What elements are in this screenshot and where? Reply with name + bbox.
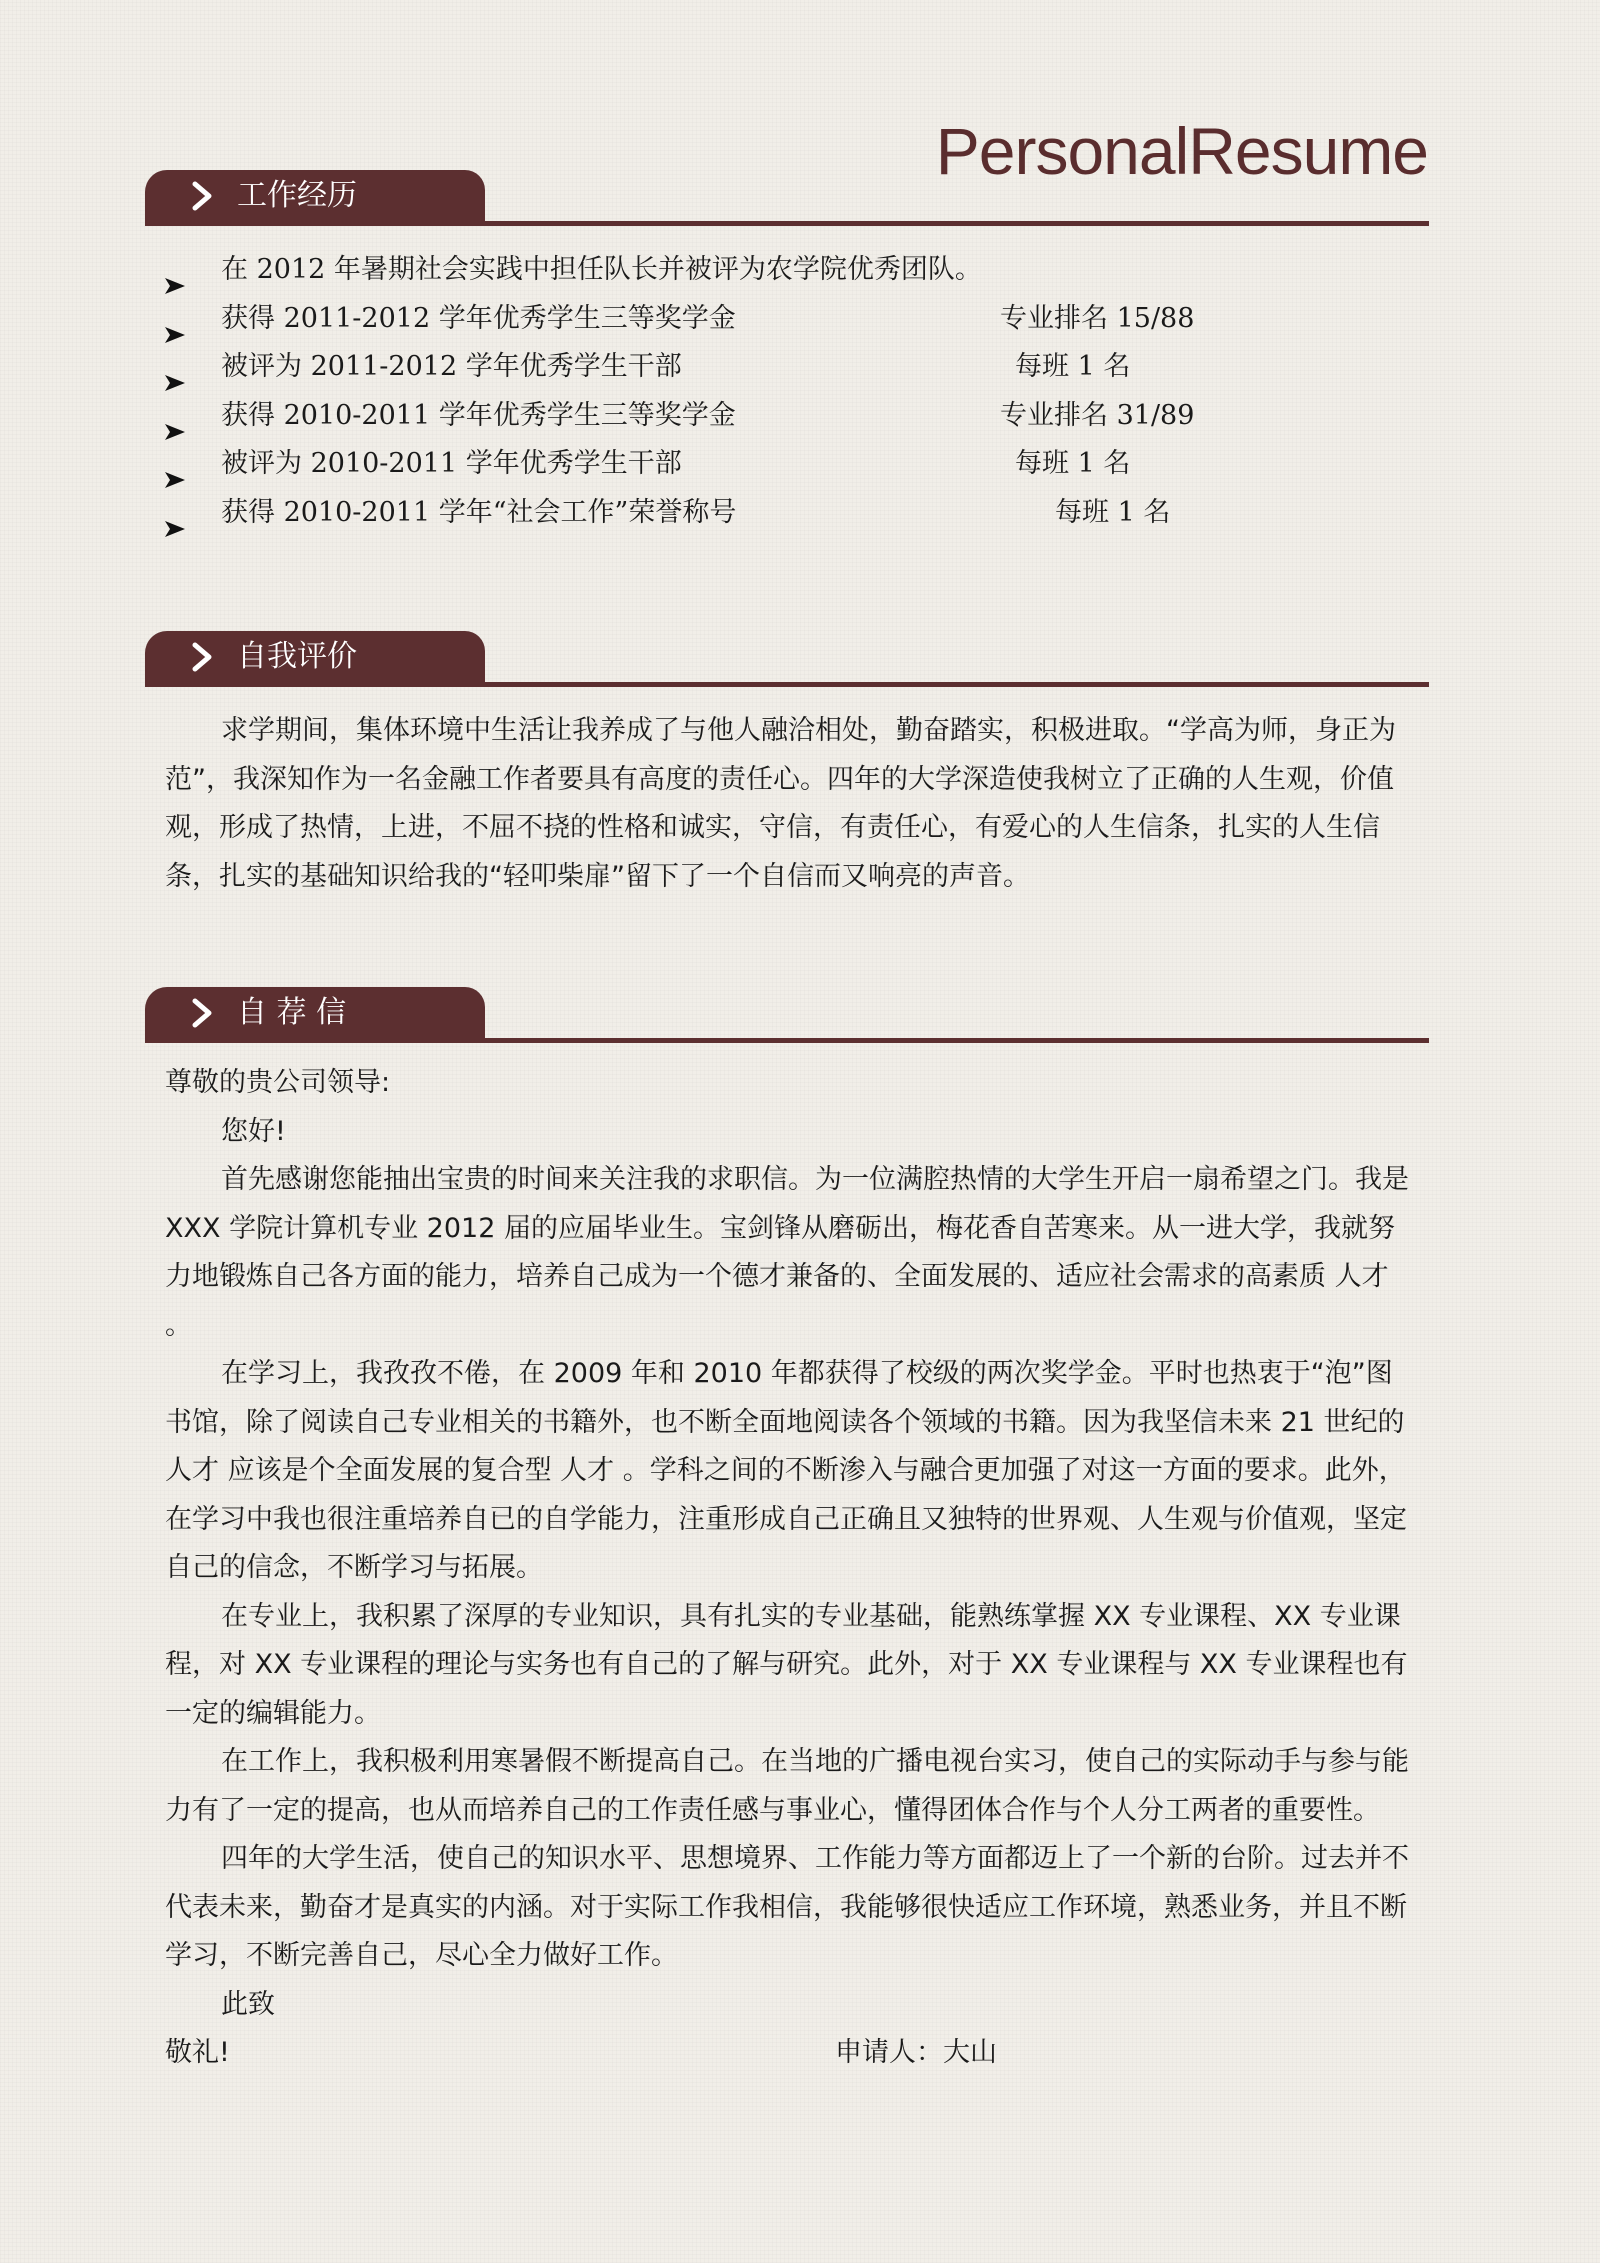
section-tab bbox=[145, 170, 485, 222]
section-title: 自 荐 信 bbox=[237, 995, 347, 1030]
letter-paragraph: 在工作上，我积极利用寒暑假不断提高自己。在当地的广播电视台实习，使自己的实际动手与参与能力有了一定的提高，也从而培养自己的工作责任感与事业心，懂得团体合作与个人分工两者的重要性。 bbox=[165, 1746, 1409, 1826]
section-divider bbox=[145, 1038, 1429, 1043]
section-header-work bbox=[145, 170, 1429, 226]
award-note: 专业排名 31/89 bbox=[1000, 399, 1195, 431]
section-header-self-evaluation bbox=[145, 631, 1429, 687]
award-text: 获得 2010-2011 学年“社会工作”荣誉称号 bbox=[221, 496, 737, 528]
award-note: 每班 1 名 bbox=[1015, 448, 1131, 479]
award-text: 获得 2010-2011 学年优秀学生三等奖学金 bbox=[221, 399, 736, 431]
list-item bbox=[165, 295, 1265, 344]
letter-closing: 此致 bbox=[221, 1988, 275, 2020]
award-text: 被评为 2011-2012 学年优秀学生干部 bbox=[221, 351, 682, 382]
section-header-cover-letter bbox=[145, 987, 1429, 1043]
cover-letter-body bbox=[165, 1059, 1410, 2078]
award-list bbox=[165, 246, 1265, 537]
arrowhead-bullet-icon bbox=[165, 505, 185, 521]
award-text: 获得 2011-2012 学年优秀学生三等奖学金 bbox=[221, 302, 736, 334]
list-item bbox=[165, 489, 1265, 538]
chevron-right-icon bbox=[187, 997, 219, 1029]
section-tab bbox=[145, 987, 485, 1039]
section-title: 工作经历 bbox=[237, 178, 357, 213]
section-tab bbox=[145, 631, 485, 683]
self-evaluation-body bbox=[165, 707, 1410, 901]
self-evaluation-text: 求学期间，集体环境中生活让我养成了与他人融洽相处，勤奋踏实，积极进取。“学高为师，身正为范”，我深知作为一名金融工作者要具有高度的责任心。四年的大学深造使我树立了正确的人生观，价值观，形成了热情，上进，不屈不挠的性格和诚实，守信，有责任心，有爱心的人生信条，扎实的人生信条，扎实的基础知识给我的“轻叩柴扉”留下了一个自信而又响亮的声音。 bbox=[165, 715, 1396, 892]
applicant-signature: 申请人：大山 bbox=[835, 2037, 997, 2068]
award-note: 每班 1 名 bbox=[1015, 351, 1131, 382]
letter-paragraph: 首先感谢您能抽出宝贵的时间来关注我的求职信。为一位满腔热情的大学生开启一扇希望之门。我是 XXX 学院计算机专业 2012 届的应届毕业生。宝剑锋从磨砺出，梅花香自苦寒来。从一进大学，我就努力地锻炼自己各方面的能力，培养自己成为一个德才兼备的、全面发展的、适应社会需求的高素质 人才 。 bbox=[165, 1164, 1409, 1341]
section-title: 自我评价 bbox=[237, 639, 357, 674]
section-divider bbox=[145, 221, 1429, 226]
arrowhead-bullet-icon bbox=[165, 262, 185, 278]
arrowhead-bullet-icon bbox=[165, 408, 185, 424]
brand-title: PersonalResume bbox=[935, 114, 1428, 188]
chevron-right-icon bbox=[187, 641, 219, 673]
award-text: 在 2012 年暑期社会实践中担任队长并被评为农学院优秀团队。 bbox=[221, 254, 982, 285]
letter-salutation: 尊敬的贵公司领导: bbox=[165, 1067, 391, 1098]
letter-regards: 敬礼! bbox=[165, 2037, 230, 2068]
letter-paragraph: 在学习上，我孜孜不倦，在 2009 年和 2010 年都获得了校级的两次奖学金。平时也热衷于“泡”图书馆，除了阅读自己专业相关的书籍外，也不断全面地阅读各个领域的书籍。因为我坚信未来 21 世纪的 人才 应该是个全面发展的复合型 人才 。学科之间的不断渗入与融合更加强了对这一方面的要求。此外，在学习中我也很注重培养自已的自学能力，注重形成自己正确且又独特的世界观、人生观与价值观，坚定自己的信念，不断学习与拓展。 bbox=[165, 1358, 1407, 1583]
arrowhead-bullet-icon bbox=[165, 359, 185, 375]
signature-row bbox=[165, 2029, 1410, 2078]
chevron-right-icon bbox=[187, 180, 219, 212]
section-divider bbox=[145, 682, 1429, 687]
award-note: 每班 1 名 bbox=[1055, 496, 1171, 528]
list-item bbox=[165, 343, 1265, 392]
letter-greeting: 您好! bbox=[221, 1115, 286, 1147]
list-item bbox=[165, 246, 1265, 295]
award-text: 被评为 2010-2011 学年优秀学生干部 bbox=[221, 448, 682, 479]
award-note: 专业排名 15/88 bbox=[1000, 302, 1195, 334]
letter-paragraph: 四年的大学生活，使自己的知识水平、思想境界、工作能力等方面都迈上了一个新的台阶。过去并不代表未来，勤奋才是真实的内涵。对于实际工作我相信，我能够很快适应工作环境，熟悉业务，并且不断学习，不断完善自己，尽心全力做好工作。 bbox=[165, 1843, 1409, 1971]
letter-paragraph: 在专业上，我积累了深厚的专业知识，具有扎实的专业基础，能熟练掌握 XX 专业课程、XX 专业课程，对 XX 专业课程的理论与实务也有自己的了解与研究。此外，对于 XX 专业课程与 XX 专业课程也有一定的编辑能力。 bbox=[165, 1600, 1408, 1729]
list-item bbox=[165, 440, 1265, 489]
arrowhead-bullet-icon bbox=[165, 456, 185, 472]
list-item bbox=[165, 392, 1265, 441]
arrowhead-bullet-icon bbox=[165, 311, 185, 327]
